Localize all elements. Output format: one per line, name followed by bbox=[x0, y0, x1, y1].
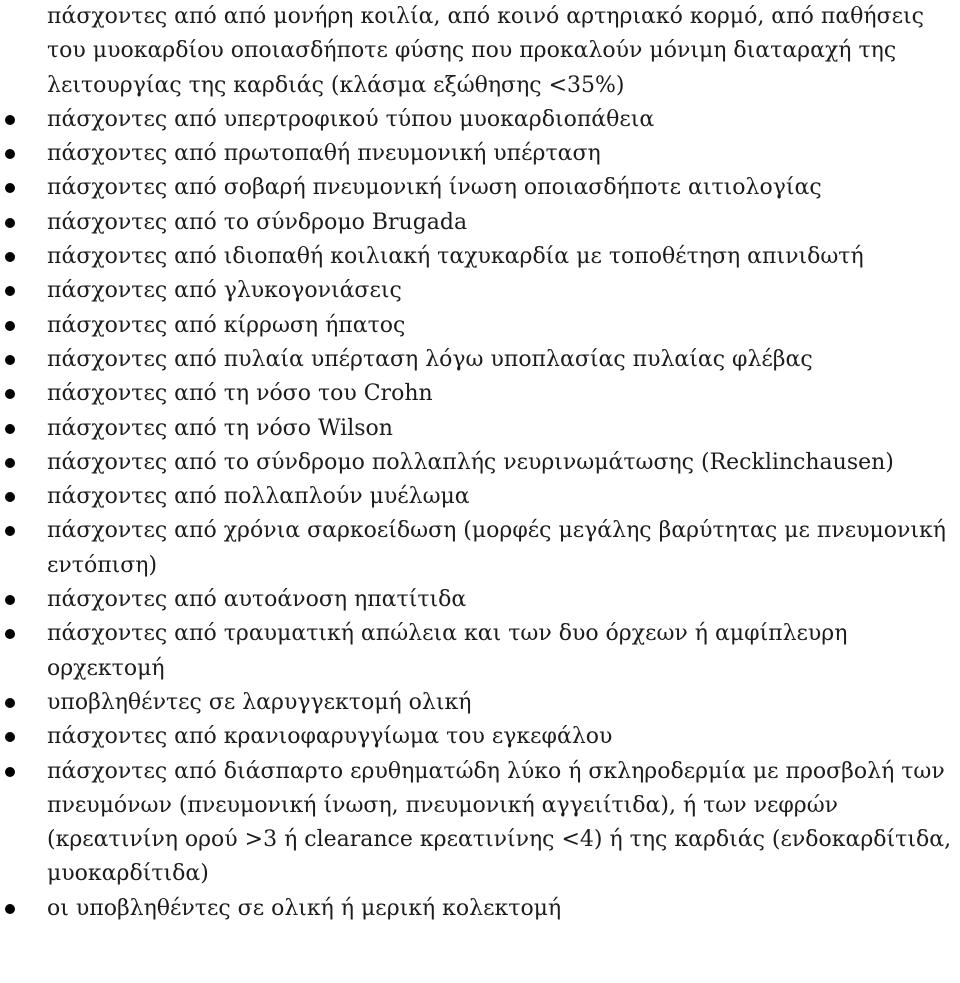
list-item bbox=[0, 755, 960, 892]
list-item-text: πάσχοντες από το σύνδρομο Brugada bbox=[47, 209, 468, 235]
list-item-text: πάσχοντες από πυλαία υπέρταση λόγω υποπλασίας πυλαίας φλέβας bbox=[47, 346, 813, 372]
list-item bbox=[0, 720, 960, 754]
list-item bbox=[0, 892, 960, 926]
list-item-text: πάσχοντες από γλυκογονιάσεις bbox=[47, 278, 402, 304]
list-item-text: πάσχοντες από ιδιοπαθή κοιλιακή ταχυκαρδία με τοποθέτηση απινιδωτή bbox=[47, 244, 864, 270]
bullet-icon bbox=[5, 389, 15, 399]
bullet-icon bbox=[5, 595, 15, 605]
bullet-icon bbox=[5, 115, 15, 125]
bullet-icon bbox=[5, 321, 15, 331]
list-item-text: πάσχοντες από αυτοάνοση ηπατίτιδα bbox=[47, 587, 467, 613]
bullet-icon bbox=[5, 767, 15, 777]
list-item-text: πάσχοντες από τη νόσο του Crohn bbox=[47, 381, 433, 407]
list-item-text: οι υποβληθέντες σε ολική ή μερική κολεκτομή bbox=[47, 895, 562, 921]
bullet-icon bbox=[5, 526, 15, 536]
list-item bbox=[0, 171, 960, 205]
list-item-text: πάσχοντες από πρωτοπαθή πνευμονική υπέρταση bbox=[47, 141, 601, 167]
list-item-text: πάσχοντες από από μονήρη κοιλία, από κοινό αρτηριακό κορμό, από παθήσεις του μυοκαρδίου οποιασδήποτε φύσης που προκαλούν μόνιμη διαταραχή της λειτουργίας της καρδιάς (κλάσμα εξώθησης <35%) bbox=[47, 4, 924, 98]
list-item bbox=[0, 343, 960, 377]
list-item-text: πάσχοντες από κίρρωση ήπατος bbox=[47, 312, 406, 338]
bullet-icon bbox=[5, 218, 15, 228]
list-item-text: πάσχοντες από υπερτροφικού τύπου μυοκαρδιοπάθεια bbox=[47, 106, 655, 132]
list-item-text: πάσχοντες από τη νόσο Wilson bbox=[47, 415, 393, 441]
bullet-icon bbox=[5, 732, 15, 742]
list-item-text: πάσχοντες από κρανιοφαρυγγίωμα του εγκεφάλου bbox=[47, 724, 613, 750]
list-item-text: πάσχοντες από διάσπαρτο ερυθηματώδη λύκο ή σκληροδερμία με προσβολή των πνευμόνων (πνευμονική ίνωση, πνευμονική αγγειίτιδα), ή των νεφρών (κρεατινίνη ορού >3 ή clearance κρεατινίνης <4) ή της καρδιάς (ενδοκαρδίτιδα, μυοκαρδίτιδα) bbox=[47, 758, 952, 887]
list-item-text: πάσχοντες από σοβαρή πνευμονική ίνωση οποιασδήποτε αιτιολογίας bbox=[47, 175, 822, 201]
bullet-icon bbox=[5, 492, 15, 502]
bullet-icon bbox=[5, 424, 15, 434]
list-item-text: υποβληθέντες σε λαρυγγεκτομή ολική bbox=[47, 689, 472, 715]
list-item-text: πάσχοντες από τραυματική απώλεια και των δυο όρχεων ή αμφίπλευρη ορχεκτομή bbox=[47, 621, 848, 681]
bullet-icon bbox=[5, 252, 15, 262]
list-item bbox=[0, 377, 960, 411]
list-item bbox=[0, 617, 960, 686]
list-item bbox=[0, 686, 960, 720]
list-item bbox=[0, 206, 960, 240]
list-item bbox=[0, 412, 960, 446]
list-item bbox=[0, 514, 960, 583]
bullet-icon bbox=[5, 629, 15, 639]
bullet-icon bbox=[5, 183, 15, 193]
bullet-icon bbox=[5, 458, 15, 468]
list-item bbox=[0, 583, 960, 617]
list-item bbox=[0, 274, 960, 308]
list-item bbox=[0, 0, 960, 103]
bullet-icon bbox=[5, 286, 15, 296]
bullet-icon bbox=[5, 149, 15, 159]
list-item-text: πάσχοντες από πολλαπλούν μυέλωμα bbox=[47, 484, 470, 510]
list-item bbox=[0, 240, 960, 274]
list-item bbox=[0, 309, 960, 343]
bullet-icon bbox=[5, 904, 15, 914]
list-item bbox=[0, 446, 960, 480]
list-item bbox=[0, 480, 960, 514]
bullet-icon bbox=[5, 698, 15, 708]
list-item-text: πάσχοντες από το σύνδρομο πολλαπλής νευρινωμάτωσης (Recklinchausen) bbox=[47, 449, 894, 475]
list-item-text: πάσχοντες από χρόνια σαρκοείδωση (μορφές μεγάλης βαρύτητας με πνευμονική εντόπιση) bbox=[47, 518, 946, 578]
list-item bbox=[0, 103, 960, 137]
list-item bbox=[0, 137, 960, 171]
bullet-icon bbox=[5, 355, 15, 365]
